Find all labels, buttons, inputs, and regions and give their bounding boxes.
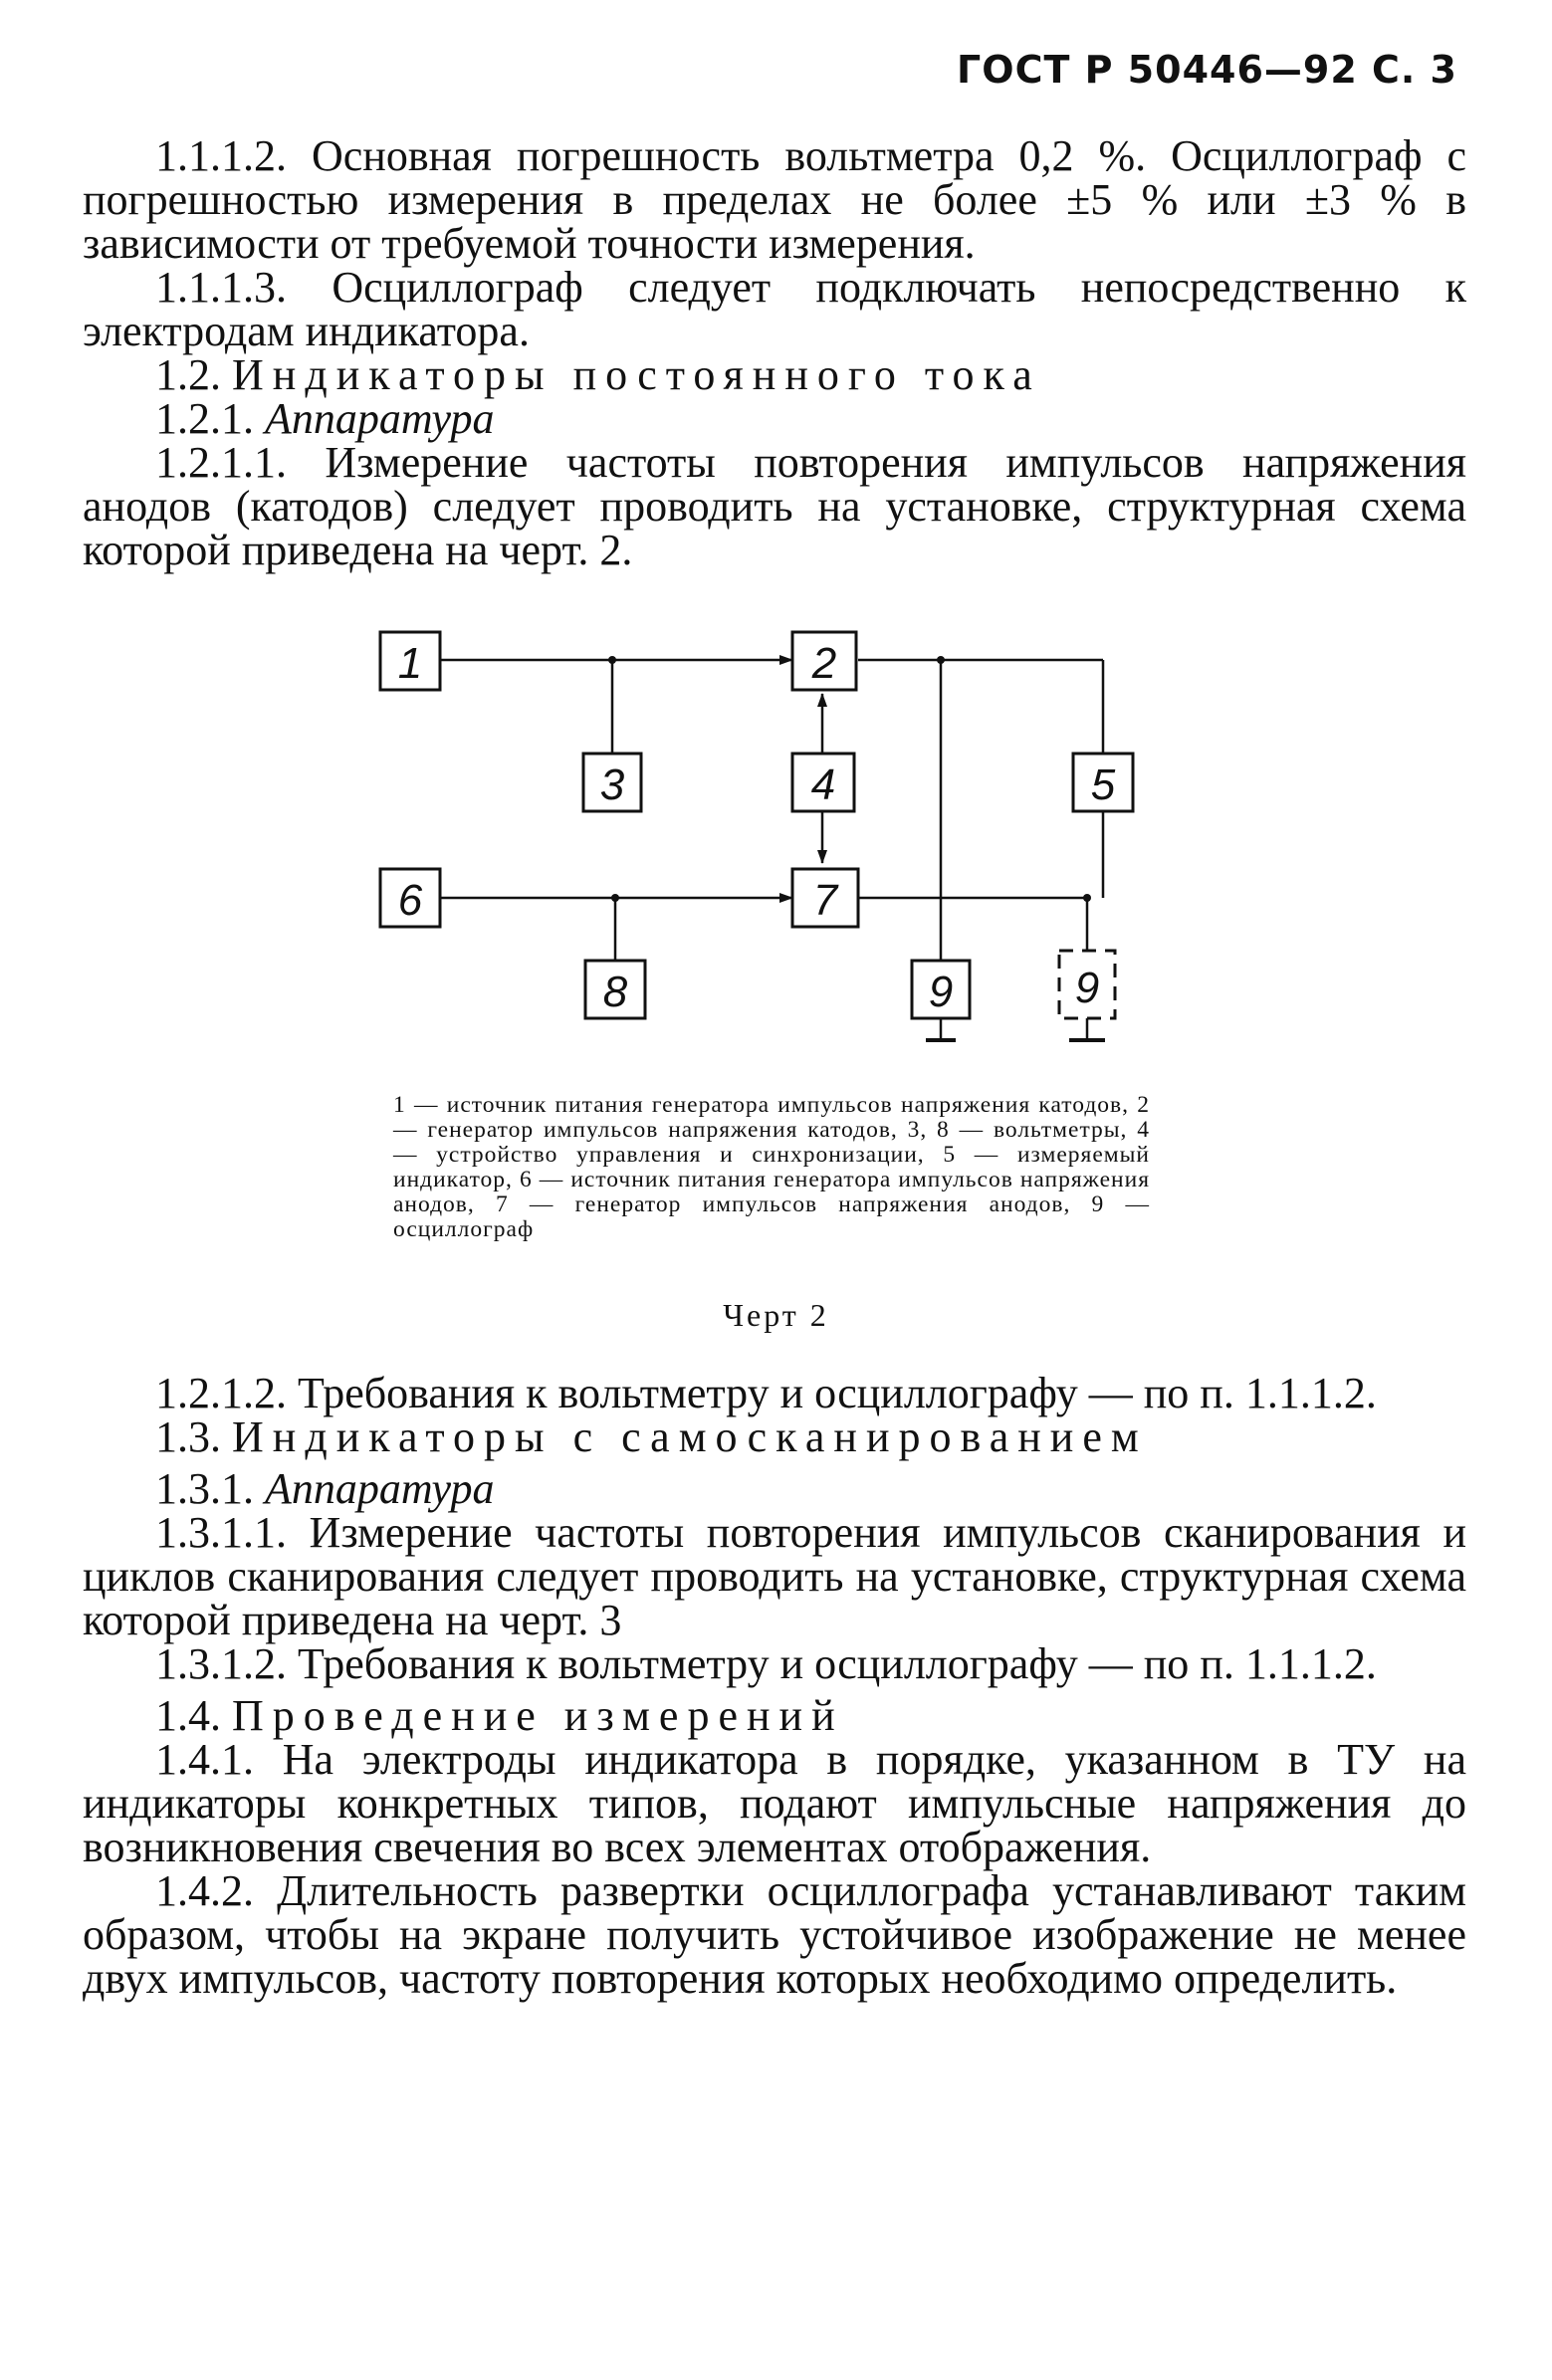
section-number: 1.4.: [155, 1691, 232, 1740]
block-9-oscilloscope: [912, 961, 970, 1018]
paragraph-1-2-1-1: 1.2.1.1. Измерение частоты повторения импульсов напряжения анодов (катодов) следует проводить на установке, структурная схема которой приведена на черт. 2.: [83, 438, 1466, 574]
junction-dots: [608, 656, 1091, 902]
svg-text:7: 7: [812, 876, 838, 925]
block-diagram: [358, 612, 1205, 1070]
subsection-number: 1.3.1.: [155, 1464, 265, 1513]
block-8: [585, 961, 645, 1018]
page-header: ГОСТ Р 50446—92 С. 3: [957, 48, 1457, 92]
section-title: Индикаторы с самосканированием: [232, 1412, 1148, 1461]
block-5: [1073, 754, 1133, 811]
body-text-bottom: [83, 1369, 1466, 2003]
section-number: 1.3.: [155, 1412, 232, 1461]
section-1-4-heading: [83, 1691, 1466, 1740]
connection-lines: [440, 660, 1105, 1040]
paragraph-1-3-1-1: 1.3.1.1. Измерение частоты повторения импульсов сканирования и циклов сканирования следует проводить на установке, структурная схема которой приведена на черт. 3: [83, 1508, 1466, 1644]
svg-text:5: 5: [1090, 760, 1116, 809]
paragraph-1-2-1-2: 1.2.1.2. Требования к вольтметру и осциллографу — по п. 1.1.1.2.: [155, 1369, 1377, 1417]
diagram-legend: 1 — источник питания генератора импульсов напряжения катодов, 2 — генератор импульсов напряжения катодов, 3, 8 — вольтметры, 4 — устройство управления и синхронизации, 5 — измеряемый индикатор, 6 — источник питания генератора импульсов напряжения анодов, 7 — генератор импульсов напряжения анодов, 9 — осциллограф: [393, 1092, 1150, 1242]
paragraph-1-1-1-2: 1.1.1.2. Основная погрешность вольтметра 0,2 %. Осциллограф с погрешностью измерения в пределах не более ±5 % или ±3 % в зависимости от требуемой точности измерения.: [83, 131, 1466, 268]
subsection-1-3-1-heading: [83, 1464, 1466, 1513]
svg-text:4: 4: [810, 760, 836, 809]
paragraph-1-4-2: 1.4.2. Длительность развертки осциллографа устанавливают таким образом, чтобы на экране получить устойчивое изображение не менее двух импульсов, частоту повторения которых необходимо определить.: [83, 1866, 1466, 2003]
block-7: [792, 869, 858, 927]
body-text-top: [83, 131, 1466, 574]
paragraph-1-4-1: 1.4.1. На электроды индикатора в порядке, указанном в ТУ на индикаторы конкретных типов, подают импульсные напряжения до возникновения свечения во всех элементах отображения.: [83, 1735, 1466, 1871]
section-title: Индикаторы постоянного тока: [232, 350, 1041, 399]
figure-caption: Черт 2: [723, 1297, 829, 1333]
paragraph-1-1-1-3: 1.1.1.3. Осциллограф следует подключать непосредственно к электродам индикатора.: [83, 263, 1466, 355]
block-9-oscilloscope-dashed: [1059, 951, 1115, 1018]
section-number: 1.2.: [155, 350, 232, 399]
svg-text:8: 8: [602, 968, 628, 1016]
svg-text:9: 9: [1074, 964, 1100, 1012]
block-6: [380, 869, 440, 927]
block-3: [583, 754, 641, 811]
svg-text:9: 9: [928, 968, 954, 1016]
section-1-3-heading: [83, 1412, 1466, 1461]
subsection-title: Аппаратура: [265, 394, 495, 443]
svg-text:3: 3: [599, 760, 625, 809]
svg-text:6: 6: [397, 876, 423, 925]
subsection-1-2-1-heading: [83, 394, 1466, 443]
block-2: [792, 632, 856, 690]
svg-text:2: 2: [811, 639, 837, 688]
subsection-title: Аппаратура: [265, 1464, 495, 1513]
section-1-2-heading: [83, 350, 1466, 399]
svg-text:1: 1: [397, 639, 423, 688]
subsection-number: 1.2.1.: [155, 394, 265, 443]
section-title: Проведение измерений: [232, 1691, 844, 1740]
block-1: [380, 632, 440, 690]
block-4: [792, 754, 854, 811]
paragraph-1-3-1-2: 1.3.1.2. Требования к вольтметру и осциллографу — по п. 1.1.1.2.: [155, 1639, 1377, 1688]
